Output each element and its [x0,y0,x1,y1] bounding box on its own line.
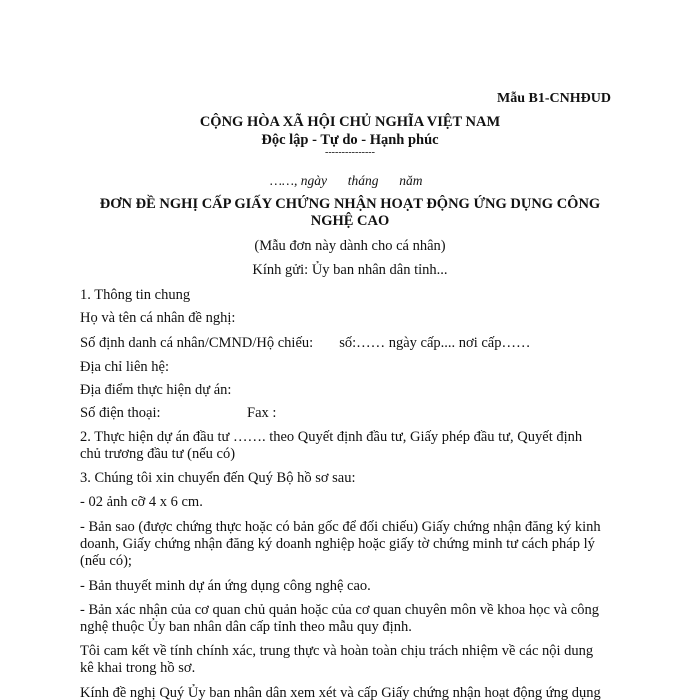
id-label: Số định danh cá nhân/CMND/Hộ chiếu: [80,335,314,351]
date-line [270,172,423,190]
commitment-line1: Tôi cam kết về tính chính xác, trung thực và hoàn toàn chịu trách nhiệm về các nội dung [80,643,594,659]
address-field: Địa chỉ liên hệ: [80,359,169,375]
id-field [80,334,530,352]
subtitle: (Mẫu đơn này dành cho cá nhân) [254,238,446,254]
date-year: năm [399,173,423,188]
document-title-line2: NGHỆ CAO [310,213,390,229]
request-line1: Kính đề nghị Quý Ủy ban nhân dân xem xét và cấp Giấy chứng nhận hoạt động ứng dụng [80,685,601,700]
date-month: tháng [347,173,379,188]
section2-line2: chủ trương đầu tư (nếu có) [80,446,236,462]
attachment-confirmation-line2: nghệ thuộc Ủy ban nhân dân cấp tỉnh theo mẫu quy định. [80,619,412,635]
id-details: số:…… ngày cấp.... nơi cấp…… [339,335,531,351]
header-divider: --------------- [325,147,375,158]
commitment-line2: kê khai trong hồ sơ. [80,660,196,676]
date-prefix: ……, ngày [270,173,327,188]
attachment-license-line1: - Bản sao (được chứng thực hoặc có bản gốc để đối chiếu) Giấy chứng nhận đăng ký kinh [80,519,601,535]
attachment-photos: - 02 ảnh cỡ 4 x 6 cm. [80,494,203,510]
project-location-field: Địa điểm thực hiện dự án: [80,382,232,398]
phone-label: Số điện thoại: [80,405,161,421]
section1-heading: 1. Thông tin chung [80,287,191,303]
fax-label: Fax : [247,405,277,421]
addressee: Kính gửi: Ủy ban nhân dân tỉnh... [252,262,448,278]
phone-fax-field [80,404,276,422]
section3-heading: 3. Chúng tôi xin chuyển đến Quý Bộ hồ sơ sau: [80,470,356,486]
document-title-line1: ĐƠN ĐỀ NGHỊ CẤP GIẤY CHỨNG NHẬN HOẠT ĐỘNG ỨNG DỤNG CÔNG [99,196,601,212]
full-name-field: Họ và tên cá nhân đề nghị: [80,310,236,326]
section2-line1: 2. Thực hiện dự án đầu tư ……. theo Quyết định đầu tư, Giấy phép đầu tư, Quyết định [80,429,583,445]
nation-header: CỘNG HÒA XÃ HỘI CHỦ NGHĨA VIỆT NAM [199,114,501,130]
attachment-license-line3: (nếu có); [80,553,132,569]
attachment-license-line2: doanh, Giấy chứng nhận đăng ký doanh nghiệp hoặc giấy tờ chứng minh tư cách pháp lý [80,536,595,552]
attachment-project-description: - Bản thuyết minh dự án ứng dụng công nghệ cao. [80,578,371,594]
attachment-confirmation-line1: - Bản xác nhận của cơ quan chủ quản hoặc của cơ quan chuyên môn về khoa học và công [80,602,600,618]
form-code: Mẫu B1-CNHĐUD [497,91,611,106]
motto: Độc lập - Tự do - Hạnh phúc [261,132,439,148]
